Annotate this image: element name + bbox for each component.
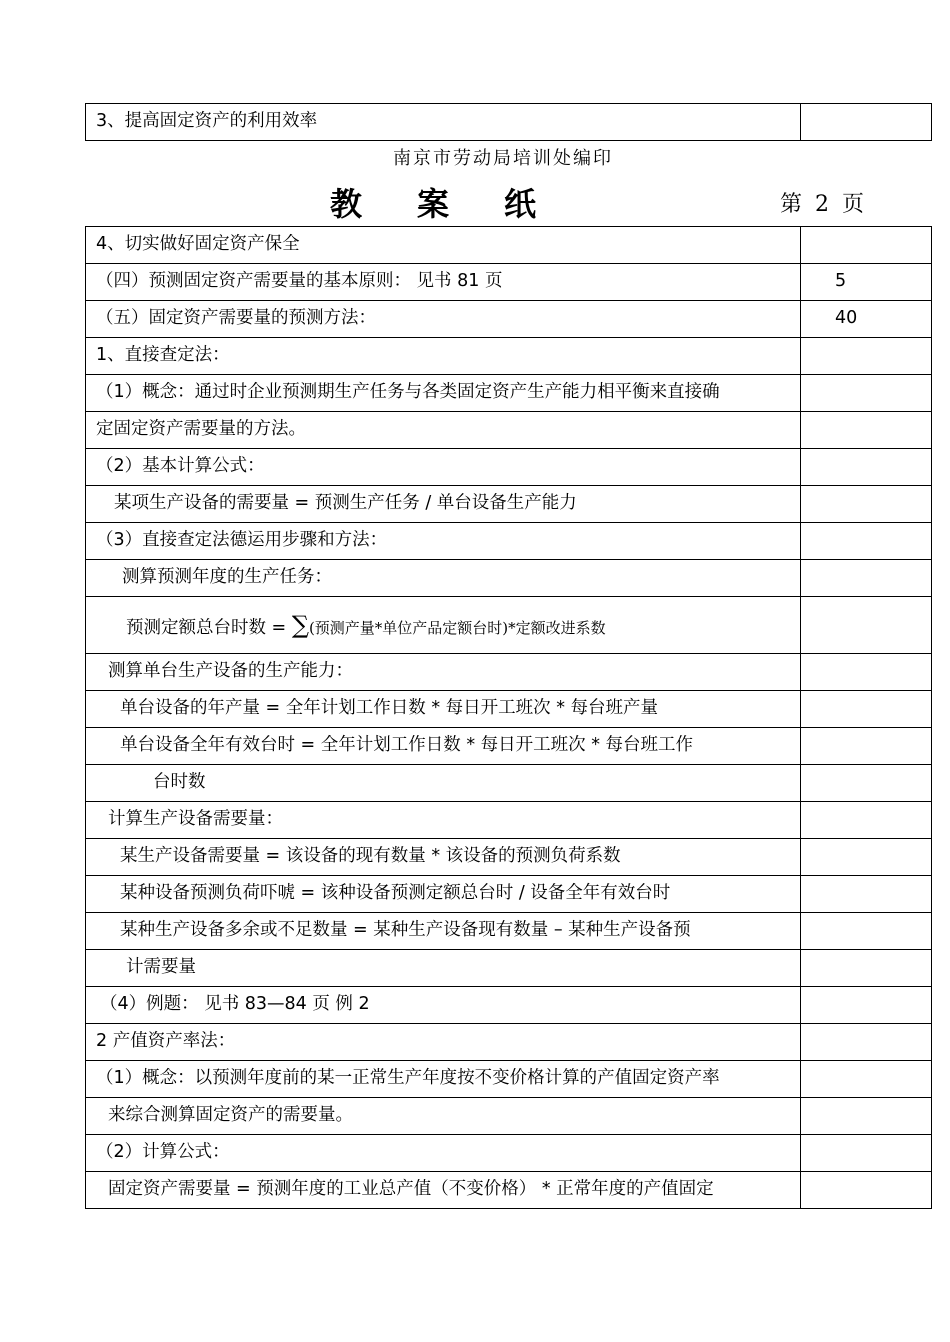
table-row [86,1061,932,1098]
table-row [86,301,932,338]
table-row [86,987,932,1024]
row-text: 3、提高固定资产的利用效率 [86,104,801,141]
table-row [86,1172,932,1209]
row-text: 来综合测算固定资产的需要量。 [86,1098,801,1135]
row-side: 40 [801,301,932,338]
formula-label: 预测定额总台时数 = [126,617,287,638]
title-char: 纸 [504,185,537,223]
table-row [86,338,932,375]
row-side [801,1024,932,1061]
table-row [86,839,932,876]
row-text: 台时数 [86,765,801,802]
table-row [86,560,932,597]
row-side [801,691,932,728]
row-text: 测算预测年度的生产任务： [86,560,801,597]
row-text: 某生产设备需要量 = 该设备的现有数量 * 该设备的预测负荷系数 [86,839,801,876]
table-row [86,449,932,486]
table-row [86,1098,932,1135]
table-row [86,765,932,802]
row-side [801,1172,932,1209]
row-side [801,1098,932,1135]
table-row [86,1024,932,1061]
table-row [86,227,932,264]
table-row [86,876,932,913]
row-text: （4）例题： 见书 83—84 页 例 2 [86,987,801,1024]
lesson-table [85,226,932,1209]
row-text: （四）预测固定资产需要量的基本原则： 见书 81 页 [86,264,801,301]
row-text: 某种生产设备多余或不足数量 = 某种生产设备现有数量 – 某种生产设备预 [86,913,801,950]
row-text: 测算单台生产设备的生产能力： [86,654,801,691]
table-row [86,1135,932,1172]
row-side [801,412,932,449]
row-side [801,104,932,141]
row-side [801,765,932,802]
table-row [86,104,932,141]
table-row [86,913,932,950]
table-row [86,728,932,765]
row-side [801,839,932,876]
row-side [801,876,932,913]
title-char: 案 [417,185,450,223]
row-text: （2）计算公式： [86,1135,801,1172]
row-side [801,913,932,950]
row-side [801,950,932,987]
row-text: 定固定资产需要量的方法。 [86,412,801,449]
row-side [801,654,932,691]
page-title [330,179,591,225]
row-text: 1、直接查定法： [86,338,801,375]
top-table [85,103,932,141]
row-text: 2 产值资产率法： [86,1024,801,1061]
row-text: 计算生产设备需要量： [86,802,801,839]
row-text: （2）基本计算公式： [86,449,801,486]
row-side [801,449,932,486]
row-text: 某种设备预测负荷吓唬 = 该种设备预测定额总台时 / 设备全年有效台时 [86,876,801,913]
row-side [801,1061,932,1098]
row-side [801,987,932,1024]
row-text: 4、切实做好固定资产保全 [86,227,801,264]
formula-text: (预测产量*单位产品定额台时)*定额改进系数 [308,618,606,637]
row-text: 固定资产需要量 = 预测年度的工业总产值（不变价格） * 正常年度的产值固定 [86,1172,801,1209]
table-row [86,802,932,839]
table-row [86,950,932,987]
row-text: （1）概念：通过时企业预测期生产任务与各类固定资产生产能力相平衡来直接确 [86,375,801,412]
row-side [801,597,932,654]
table-row [86,486,932,523]
publisher-line: 南京市劳动局培训处编印 [393,148,613,169]
table-row [86,264,932,301]
row-text: 计需要量 [86,950,801,987]
row-text: （五）固定资产需要量的预测方法： [86,301,801,338]
row-text: 单台设备的年产量 = 全年计划工作日数 * 每日开工班次 * 每台班产量 [86,691,801,728]
row-text: （3）直接查定法德运用步骤和方法： [86,523,801,560]
row-text: 某项生产设备的需要量 = 预测生产任务 / 单台设备生产能力 [86,486,801,523]
table-row [86,597,932,654]
row-side [801,728,932,765]
table-row [86,375,932,412]
row-side: 5 [801,264,932,301]
table-row [86,523,932,560]
table-row [86,654,932,691]
row-side [801,486,932,523]
row-side [801,523,932,560]
formula-cell [86,597,801,654]
page-number: 第 2 页 [780,192,864,217]
table-row [86,412,932,449]
row-side [801,560,932,597]
row-side [801,338,932,375]
row-text: 单台设备全年有效台时 = 全年计划工作日数 * 每日开工班次 * 每台班工作 [86,728,801,765]
sum-symbol: ∑ [291,610,309,639]
title-char: 教 [330,185,363,223]
row-side [801,1135,932,1172]
row-side [801,227,932,264]
row-side [801,375,932,412]
row-side [801,802,932,839]
table-row [86,691,932,728]
row-text: （1）概念：以预测年度前的某一正常生产年度按不变价格计算的产值固定资产率 [86,1061,801,1098]
